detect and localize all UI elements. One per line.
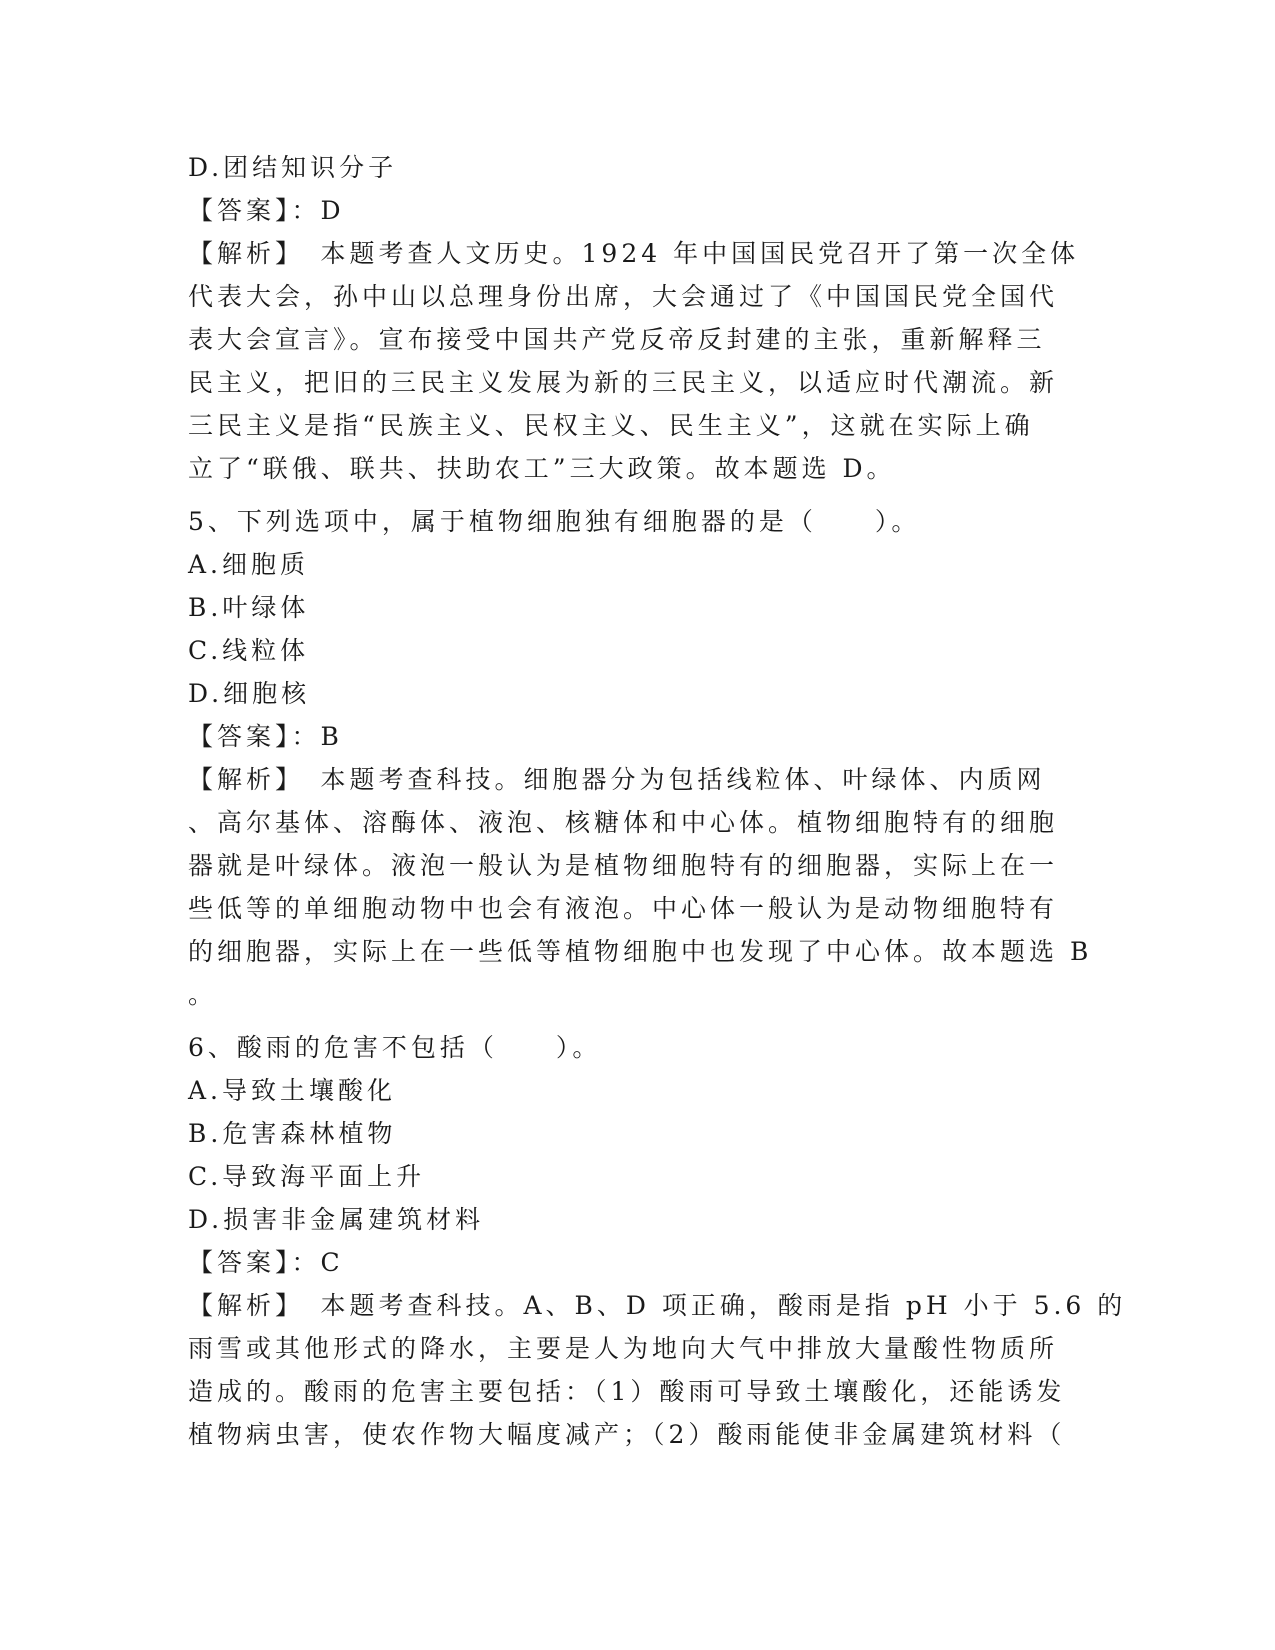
- q5-option-c: C.线粒体: [188, 636, 310, 665]
- q5-option-b: B.叶绿体: [188, 593, 310, 622]
- q6-analysis-line: 雨雪或其他形式的降水，主要是人为地向大气中排放大量酸性物质所: [188, 1334, 1059, 1363]
- q5-analysis-line: 的细胞器，实际上在一些低等植物细胞中也发现了中心体。故本题选 B: [188, 937, 1093, 966]
- q4-analysis-line: 三民主义是指“民族主义、民权主义、民生主义”，这就在实际上确: [188, 411, 1034, 440]
- q6-analysis-line: 造成的。酸雨的危害主要包括：（1）酸雨可导致土壤酸化，还能诱发: [188, 1377, 1066, 1406]
- question-gap: [188, 490, 1088, 500]
- q6-option-a: A.导致土壤酸化: [188, 1076, 397, 1105]
- q4-analysis-line: 【解析】 本题考查人文历史。1924 年中国国民党召开了第一次全体: [188, 239, 1080, 268]
- q5-analysis-line: 【解析】 本题考查科技。细胞器分为包括线粒体、叶绿体、内质网: [188, 765, 1046, 794]
- q6-analysis: [188, 1284, 1127, 1456]
- q5-option-d: D.细胞核: [188, 679, 311, 708]
- q5-options: [188, 543, 1088, 715]
- q6-option-b: B.危害森林植物: [188, 1119, 397, 1148]
- q5-analysis-line: 。: [188, 980, 218, 1009]
- q5-analysis-line: 器就是叶绿体。液泡一般认为是植物细胞特有的细胞器，实际上在一: [188, 851, 1059, 880]
- q6-analysis-line: 【解析】 本题考查科技。A、B、D 项正确，酸雨是指 pH 小于 5.6 的: [188, 1291, 1127, 1320]
- q4-answer: 【答案】：D: [188, 196, 345, 225]
- q6-option-c: C.导致海平面上升: [188, 1162, 426, 1191]
- q5-analysis: [188, 758, 1093, 1016]
- question-gap: [188, 1016, 1088, 1026]
- q5-analysis-line: 、高尔基体、溶酶体、液泡、核糖体和中心体。植物细胞特有的细胞: [188, 808, 1059, 837]
- q4-option-d: D.团结知识分子: [188, 153, 398, 182]
- q4-analysis-line: 代表大会，孙中山以总理身份出席，大会通过了《中国国民党全国代: [188, 282, 1059, 311]
- q5-question: 5、下列选项中，属于植物细胞独有细胞器的是（ ）。: [188, 507, 921, 536]
- q6-answer: 【答案】：C: [188, 1248, 344, 1277]
- q4-analysis-line: 立了“联俄、联共、扶助农工”三大政策。故本题选 D。: [188, 454, 896, 483]
- q5-answer: 【答案】：B: [188, 722, 343, 751]
- q6-options: [188, 1069, 1088, 1241]
- q6-analysis-line: 植物病虫害，使农作物大幅度减产；（2）酸雨能使非金属建筑材料（: [188, 1420, 1066, 1449]
- q6-option-d: D.损害非金属建筑材料: [188, 1205, 485, 1234]
- q5-analysis-line: 些低等的单细胞动物中也会有液泡。中心体一般认为是动物细胞特有: [188, 894, 1059, 923]
- document-content: [188, 146, 1127, 1456]
- q5-option-a: A.细胞质: [188, 550, 310, 579]
- q6-question: 6、酸雨的危害不包括（ ）。: [188, 1033, 602, 1062]
- q4-analysis-line: 表大会宣言》。宣布接受中国共产党反帝反封建的主张，重新解释三: [188, 325, 1046, 354]
- q4-analysis: [188, 232, 1088, 490]
- q4-analysis-line: 民主义，把旧的三民主义发展为新的三民主义，以适应时代潮流。新: [188, 368, 1059, 397]
